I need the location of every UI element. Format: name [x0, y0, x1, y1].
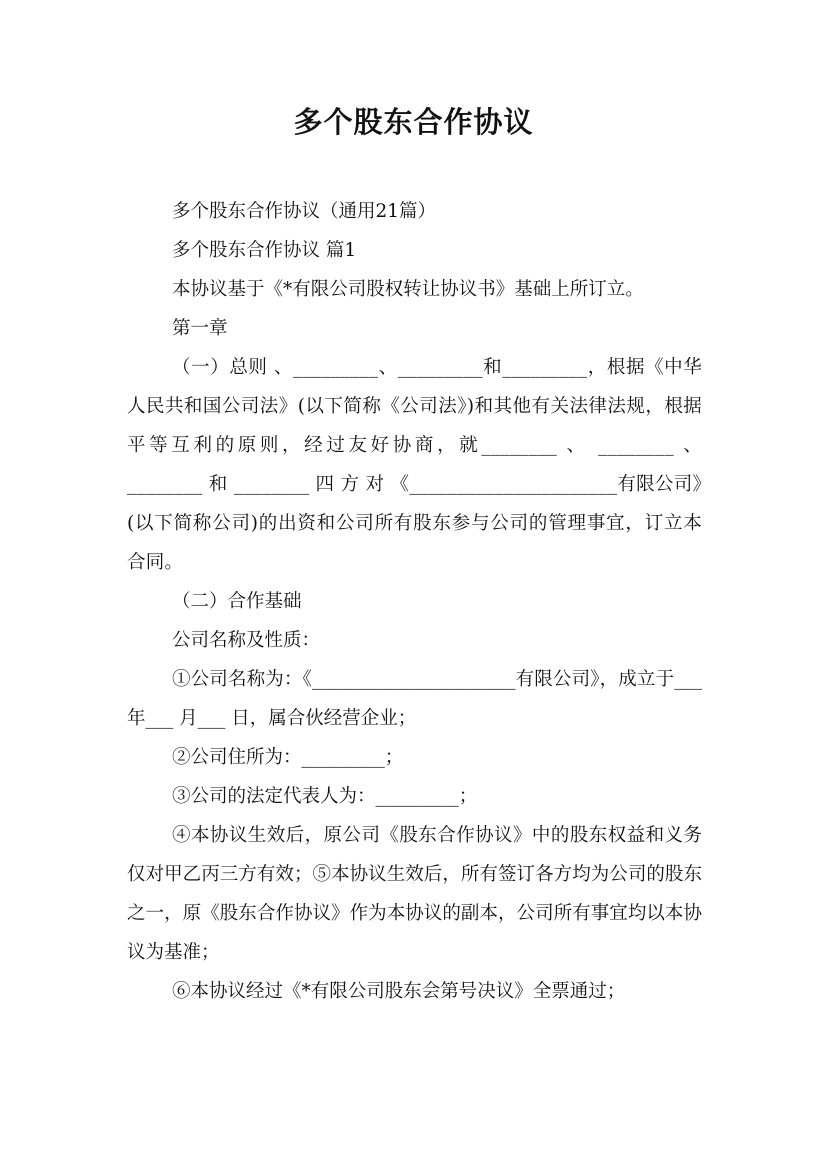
cooperation-basis-heading: （二）合作基础 [172, 591, 302, 612]
company-name-nature-label: 公司名称及性质： [172, 630, 321, 651]
agreement-effect-item: ④本协议生效后，原公司《股东合作协议》中的股东权益和义务仅对甲乙丙三方有效；⑤本协议生效后，所有签订各方均为公司的股东之一，原《股东合作协议》作为本协议的副本，公司所有事宜均以本协议为基准； [127, 825, 702, 963]
company-name-item: ①公司名称为：《______________________有限公司》，成立于___ 年___ 月___ 日，属合伙经营企业； [127, 669, 702, 729]
subtitle-paragraph: 多个股东合作协议（通用21篇） [172, 201, 437, 222]
resolution-item: ⑥本协议经过《*有限公司股东会第号决议》全票通过； [172, 981, 626, 1002]
chapter-heading: 第一章 [172, 318, 228, 339]
general-provisions-paragraph: （一）总则 、_________、_________和_________，根据《中华人民共和国公司法》(以下简称《公司法》)和其他有关法律法规，根据平等互利的原则，经过友好协商，就________ 、 ________ 、 ________ 和 ________ 四 方 对 《______________________有限公司》(以下简称公司)的出资和公司所有股东参与公司的管理事宜，订立本合同。 [127, 357, 702, 573]
document-body [127, 192, 702, 1011]
legal-representative-item: ③公司的法定代表人为：_________； [172, 786, 478, 807]
intro-paragraph: 本协议基于《*有限公司股权转让协议书》基础上所订立。 [172, 279, 644, 300]
document-title: 多个股东合作协议 [293, 105, 534, 139]
section-heading: 多个股东合作协议 篇1 [172, 240, 357, 261]
company-address-item: ②公司住所为：_________； [172, 747, 404, 768]
